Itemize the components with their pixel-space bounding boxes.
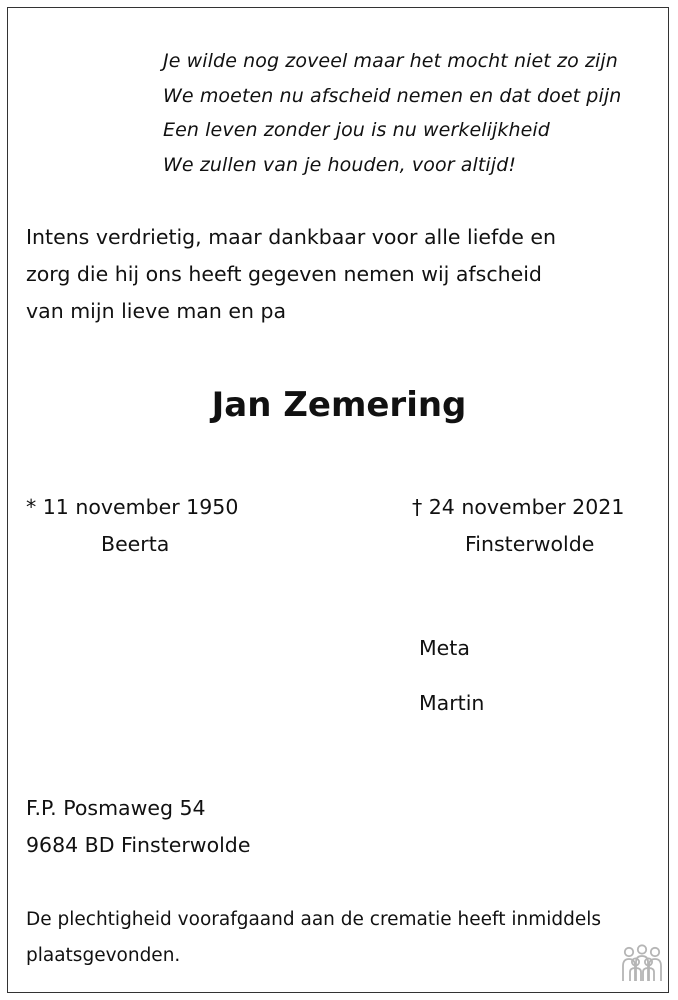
people-group-icon: [620, 944, 664, 984]
birth-place: Beerta: [101, 532, 170, 556]
address-city: 9684 BD Finsterwolde: [26, 833, 251, 857]
address-street: F.P. Posmaweg 54: [26, 796, 206, 820]
intro-line: van mijn lieve man en pa: [26, 299, 287, 323]
notice-line: plaatsgevonden.: [26, 945, 181, 966]
intro-text: [26, 219, 556, 330]
intro-line: zorg die hij ons heeft gegeven nemen wij afscheid: [26, 262, 542, 286]
poem-line: We moeten nu afscheid nemen en dat doet pijn: [163, 84, 622, 107]
notice-line: De plechtigheid voorafgaand aan de crematie heeft inmiddels: [26, 909, 602, 930]
death-date: † 24 november 2021: [412, 495, 625, 519]
poem-line: Je wilde nog zoveel maar het mocht niet zo zijn: [163, 50, 618, 72]
poem-line: We zullen van je houden, voor altijd!: [163, 153, 517, 176]
address: [26, 790, 250, 864]
ceremony-notice: [26, 902, 601, 974]
family-member: Martin: [419, 691, 485, 715]
birth-date: * 11 november 1950: [26, 495, 239, 519]
intro-line: Intens verdrietig, maar dankbaar voor alle liefde en: [26, 225, 556, 249]
poem-line: Een leven zonder jou is nu werkelijkheid: [163, 119, 550, 141]
family-member: Meta: [419, 636, 470, 660]
poem: [163, 44, 621, 182]
death-place: Finsterwolde: [465, 532, 595, 556]
deceased-name: Jan Zemering: [211, 385, 467, 425]
